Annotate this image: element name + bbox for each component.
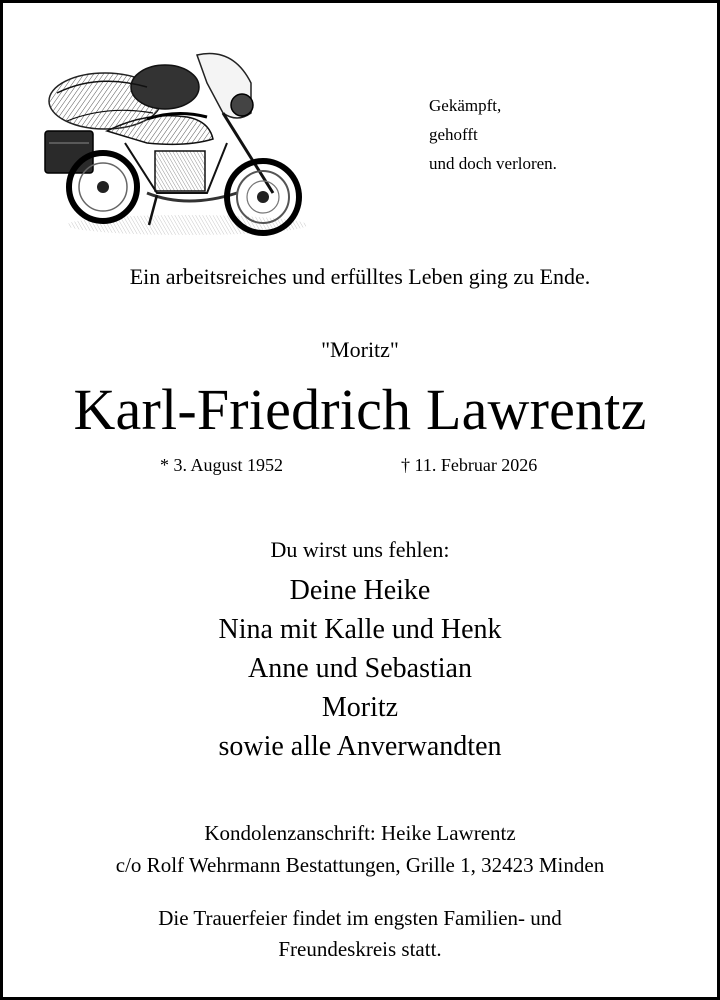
- mourner-name: sowie alle Anverwandten: [218, 731, 502, 762]
- quote-line: und doch verloren.: [429, 154, 557, 173]
- mourner-name: Moritz: [321, 692, 399, 723]
- quote-line: gehofft: [429, 125, 478, 144]
- mourner-name: Deine Heike: [289, 575, 431, 606]
- funeral-info: [3, 903, 717, 965]
- deceased-name: Karl-Friedrich Lawrentz: [73, 377, 647, 442]
- condolence-line: c/o Rolf Wehrmann Bestattungen, Grille 1, 32423 Minden: [115, 853, 605, 877]
- mourner-name: Nina mit Kalle und Henk: [218, 614, 502, 645]
- funeral-line: Die Trauerfeier findet im engsten Familien- und: [158, 906, 562, 930]
- condolence-address: [3, 817, 717, 881]
- motorcycle-illustration: [37, 43, 307, 239]
- quote-line: Gekämpft,: [429, 96, 502, 115]
- condolence-line: Kondolenzanschrift: Heike Lawrentz: [204, 821, 516, 845]
- mourners-list: [3, 571, 717, 766]
- death-date: † 11. Februar 2026: [401, 455, 538, 475]
- quote: [429, 91, 557, 178]
- funeral-line: Freundeskreis statt.: [278, 937, 442, 961]
- mourner-name: Anne und Sebastian: [248, 653, 472, 684]
- nickname: "Moritz": [321, 337, 399, 362]
- mourners-intro: Du wirst uns fehlen:: [270, 537, 450, 562]
- intro-text: Ein arbeitsreiches und erfülltes Leben ging zu Ende.: [129, 264, 591, 289]
- birth-date: * 3. August 1952: [160, 455, 284, 475]
